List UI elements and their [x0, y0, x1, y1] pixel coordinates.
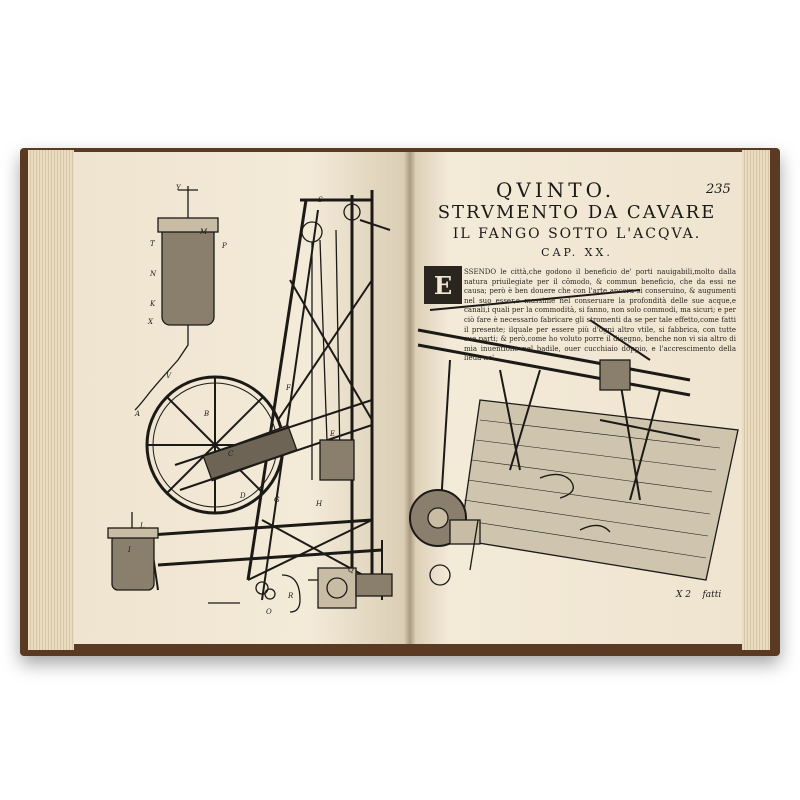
- figure-letter: S: [318, 196, 323, 204]
- figure-letter: I: [128, 546, 131, 554]
- figure-letter: H: [316, 500, 323, 508]
- figure-letter: Q: [348, 566, 354, 574]
- figure-letter: D: [240, 492, 246, 500]
- figure-letter: R: [288, 592, 294, 600]
- figure-letter: C: [228, 450, 234, 458]
- figure-letter: G: [274, 496, 280, 504]
- figure-letter: M: [200, 228, 208, 236]
- figure-letter: E: [330, 430, 336, 438]
- figure-letter: K: [150, 300, 156, 308]
- figure-letter: P: [222, 242, 227, 250]
- decorated-initial: E: [424, 266, 462, 304]
- chapter-number: CAP. XX.: [541, 246, 613, 259]
- figure-letter: X: [148, 318, 153, 326]
- signature-label: X 2: [676, 590, 691, 600]
- figure-letter: L: [140, 522, 145, 530]
- figure-letter: T: [150, 240, 155, 248]
- figure-letter: B: [204, 410, 210, 418]
- signature-mark: [676, 590, 721, 600]
- figure-letter: A: [135, 410, 141, 418]
- body-paragraph: SSENDO le città,che godono il beneficio de' porti nauigabili,molto dalla natura priuilegiate per il cōmodo, & commun beneficio, che da essi ne causa; però è ben douere che con l'arte ancora si conseruino, & augumenti nel suo esser,e massime nel conseruare la profondità delle sue acque,e canali,i quali per la commodità, si fanno, non solo commodi, ma sicuri; e per ciò fare è necessario fabricare gli stromenti da se per tale effetto,come fatti il presente; ilquale per essere più d'ogni altro vtile, si fabbrica, con tutte sue parti; & però,come ho voluto porre il disegno, benche non vi sia altro di mia inuentione nel badile, ouer cucchiaio doppio, e l'accrescimento della lieua ne': [464, 268, 736, 363]
- figure-letter: O: [266, 608, 272, 616]
- page-number: 235: [706, 182, 731, 197]
- chapter-title-line-2: IL FANGO SOTTO L'ACQVA.: [452, 226, 702, 242]
- catchword: fatti: [702, 590, 722, 600]
- running-header: QVINTO.: [496, 178, 616, 202]
- figure-letter: F: [286, 384, 291, 392]
- figure-letter: V: [166, 372, 172, 380]
- figure-letter: N: [150, 270, 157, 278]
- figure-letter: Y: [176, 184, 181, 192]
- chapter-title-line-1: STRVMENTO DA CAVARE: [437, 202, 717, 223]
